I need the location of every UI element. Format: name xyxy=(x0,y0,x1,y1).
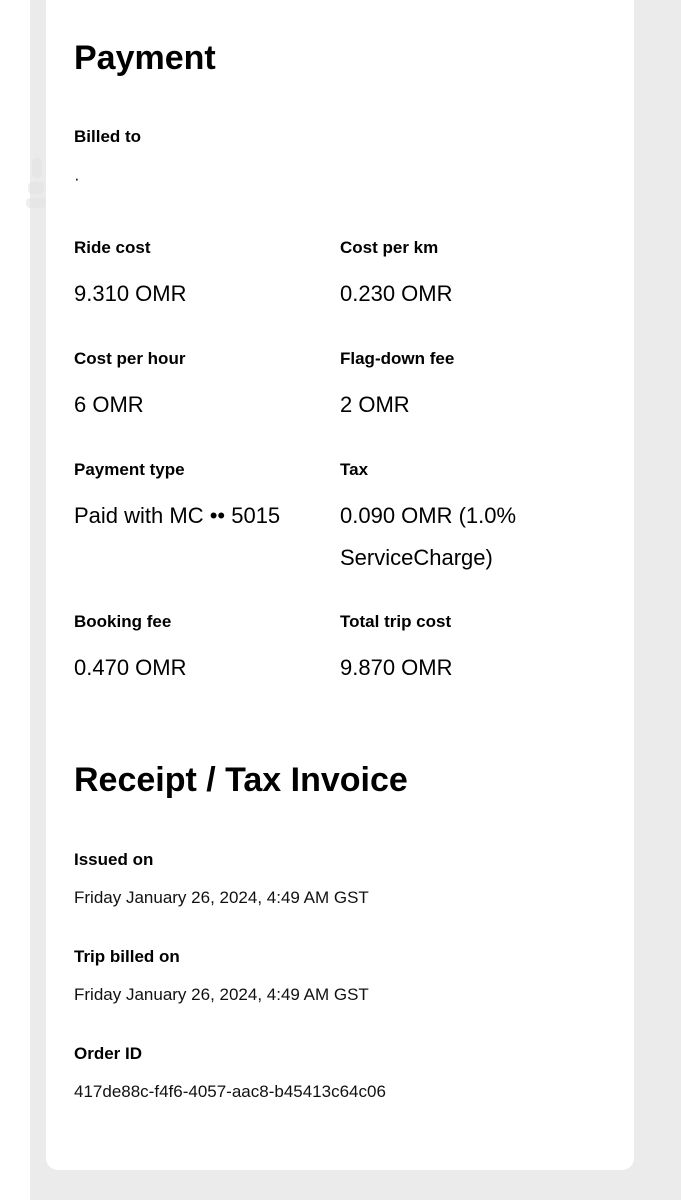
payment-type-value: Paid with MC •• 5015 xyxy=(74,503,281,528)
payment-title: Payment xyxy=(74,39,216,77)
ride-cost-label: Ride cost xyxy=(74,238,151,257)
trip-billed-on-label: Trip billed on xyxy=(74,947,180,966)
issued-on-value: Friday January 26, 2024, 4:49 AM GST xyxy=(74,888,369,907)
total-trip-cost-value: 9.870 OMR xyxy=(340,655,453,680)
cost-per-km-label: Cost per km xyxy=(340,238,439,257)
payment-type-label: Payment type xyxy=(74,460,185,479)
ride-cost-value: 9.310 OMR xyxy=(74,281,187,306)
tax-label: Tax xyxy=(340,460,369,479)
order-id-label: Order ID xyxy=(74,1044,143,1063)
booking-fee-value: 0.470 OMR xyxy=(74,655,187,680)
cost-per-km-value: 0.230 OMR xyxy=(340,281,453,306)
billed-to-value: · xyxy=(74,169,80,188)
flag-down-fee-label: Flag-down fee xyxy=(340,349,455,368)
flag-down-fee-value: 2 OMR xyxy=(340,392,410,417)
total-trip-cost-label: Total trip cost xyxy=(340,612,452,631)
cost-per-hour-value: 6 OMR xyxy=(74,392,144,417)
booking-fee-label: Booking fee xyxy=(74,612,172,631)
issued-on-label: Issued on xyxy=(74,850,154,869)
cost-per-hour-label: Cost per hour xyxy=(74,349,186,368)
billed-to-label: Billed to xyxy=(74,127,142,146)
tax-value: 0.090 OMR (1.0% ServiceCharge) xyxy=(340,503,517,570)
background-logo-mark xyxy=(26,150,48,212)
receipt-card xyxy=(46,0,634,1170)
order-id-value: 417de88c-f4f6-4057-aac8-b45413c64c06 xyxy=(74,1082,386,1101)
receipt-title: Receipt / Tax Invoice xyxy=(74,761,408,799)
trip-billed-on-value: Friday January 26, 2024, 4:49 AM GST xyxy=(74,985,369,1004)
